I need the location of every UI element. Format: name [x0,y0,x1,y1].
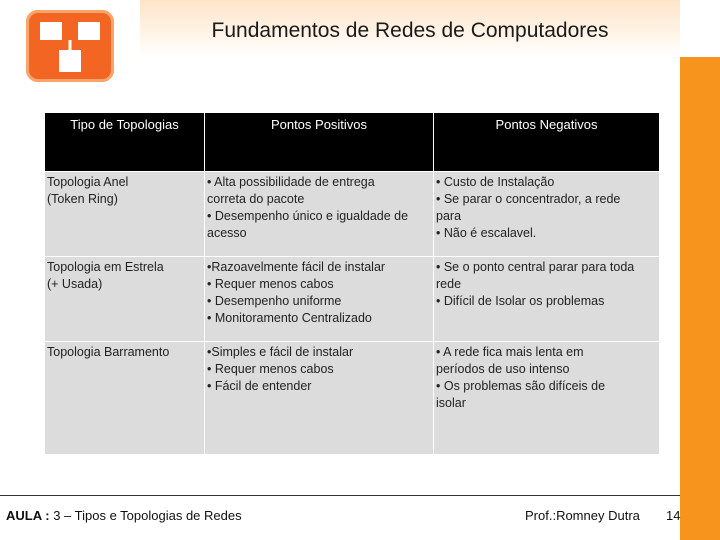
header-type: Tipo de Topologias [45,113,205,172]
topology-type-cell [45,257,205,342]
cell-line: para [436,209,462,223]
topology-type-cell [45,342,205,455]
cell-line: • Não é escalavel. [436,226,537,240]
cell-line: rede [436,277,462,291]
positive-points-cell [205,257,434,342]
cell-line: • Os problemas são difíceis de [436,379,606,393]
cell-line: • Monitoramento Centralizado [207,311,372,325]
cell-line: correta do pacote [207,192,305,206]
cell-line: •Simples e fácil de instalar [207,345,354,359]
cell-line: • Se o ponto central parar para toda [436,260,635,274]
positive-points-cell [205,172,434,257]
cell-line: • Custo de Instalação [436,175,555,189]
cell-line: (+ Usada) [47,277,103,291]
cell-line: • Fácil de entender [207,379,312,393]
negative-points-cell [434,172,660,257]
cell-line: • Difícil de Isolar os problemas [436,294,605,308]
cell-line: Topologia Anel [47,175,129,189]
cell-line: •Razoavelmente fácil de instalar [207,260,386,274]
footer-divider [0,495,680,496]
header-positive: Pontos Positivos [205,113,434,172]
footer-lesson [6,508,242,523]
cell-line: isolar [436,396,466,410]
page-number: 14 [666,508,681,523]
negative-points-cell [434,257,660,342]
cell-line: • Requer menos cabos [207,277,334,291]
table-row [45,257,660,342]
table-row [45,172,660,257]
table-row [45,342,660,455]
cell-line: Topologia em Estrela [47,260,164,274]
cell-line: • Desempenho uniforme [207,294,342,308]
cell-line: • Alta possibilidade de entrega [207,175,375,189]
cell-line: • Desempenho único e igualdade de [207,209,409,223]
cell-line: períodos de uso intenso [436,362,570,376]
slide-title: Fundamentos de Redes de Computadores [211,19,609,42]
cell-line: acesso [207,226,247,240]
network-topology-logo-icon [26,10,114,82]
topology-table [44,112,660,455]
negative-points-cell [434,342,660,455]
cell-line: (Token Ring) [47,192,118,206]
accent-bar [680,57,720,540]
header-negative: Pontos Negativos [434,113,660,172]
footer-lesson-text: 3 – Tipos e Topologias de Redes [53,508,242,523]
cell-line: Topologia Barramento [47,345,170,359]
topology-type-cell [45,172,205,257]
positive-points-cell [205,342,434,455]
cell-line: • Se parar o concentrador, a rede [436,192,621,206]
footer-professor: Prof.:Romney Dutra [525,508,640,523]
footer-lesson-label: AULA : [6,508,50,523]
cell-line: • Requer menos cabos [207,362,334,376]
cell-line: • A rede fica mais lenta em [436,345,584,359]
table-header-row [45,113,660,172]
